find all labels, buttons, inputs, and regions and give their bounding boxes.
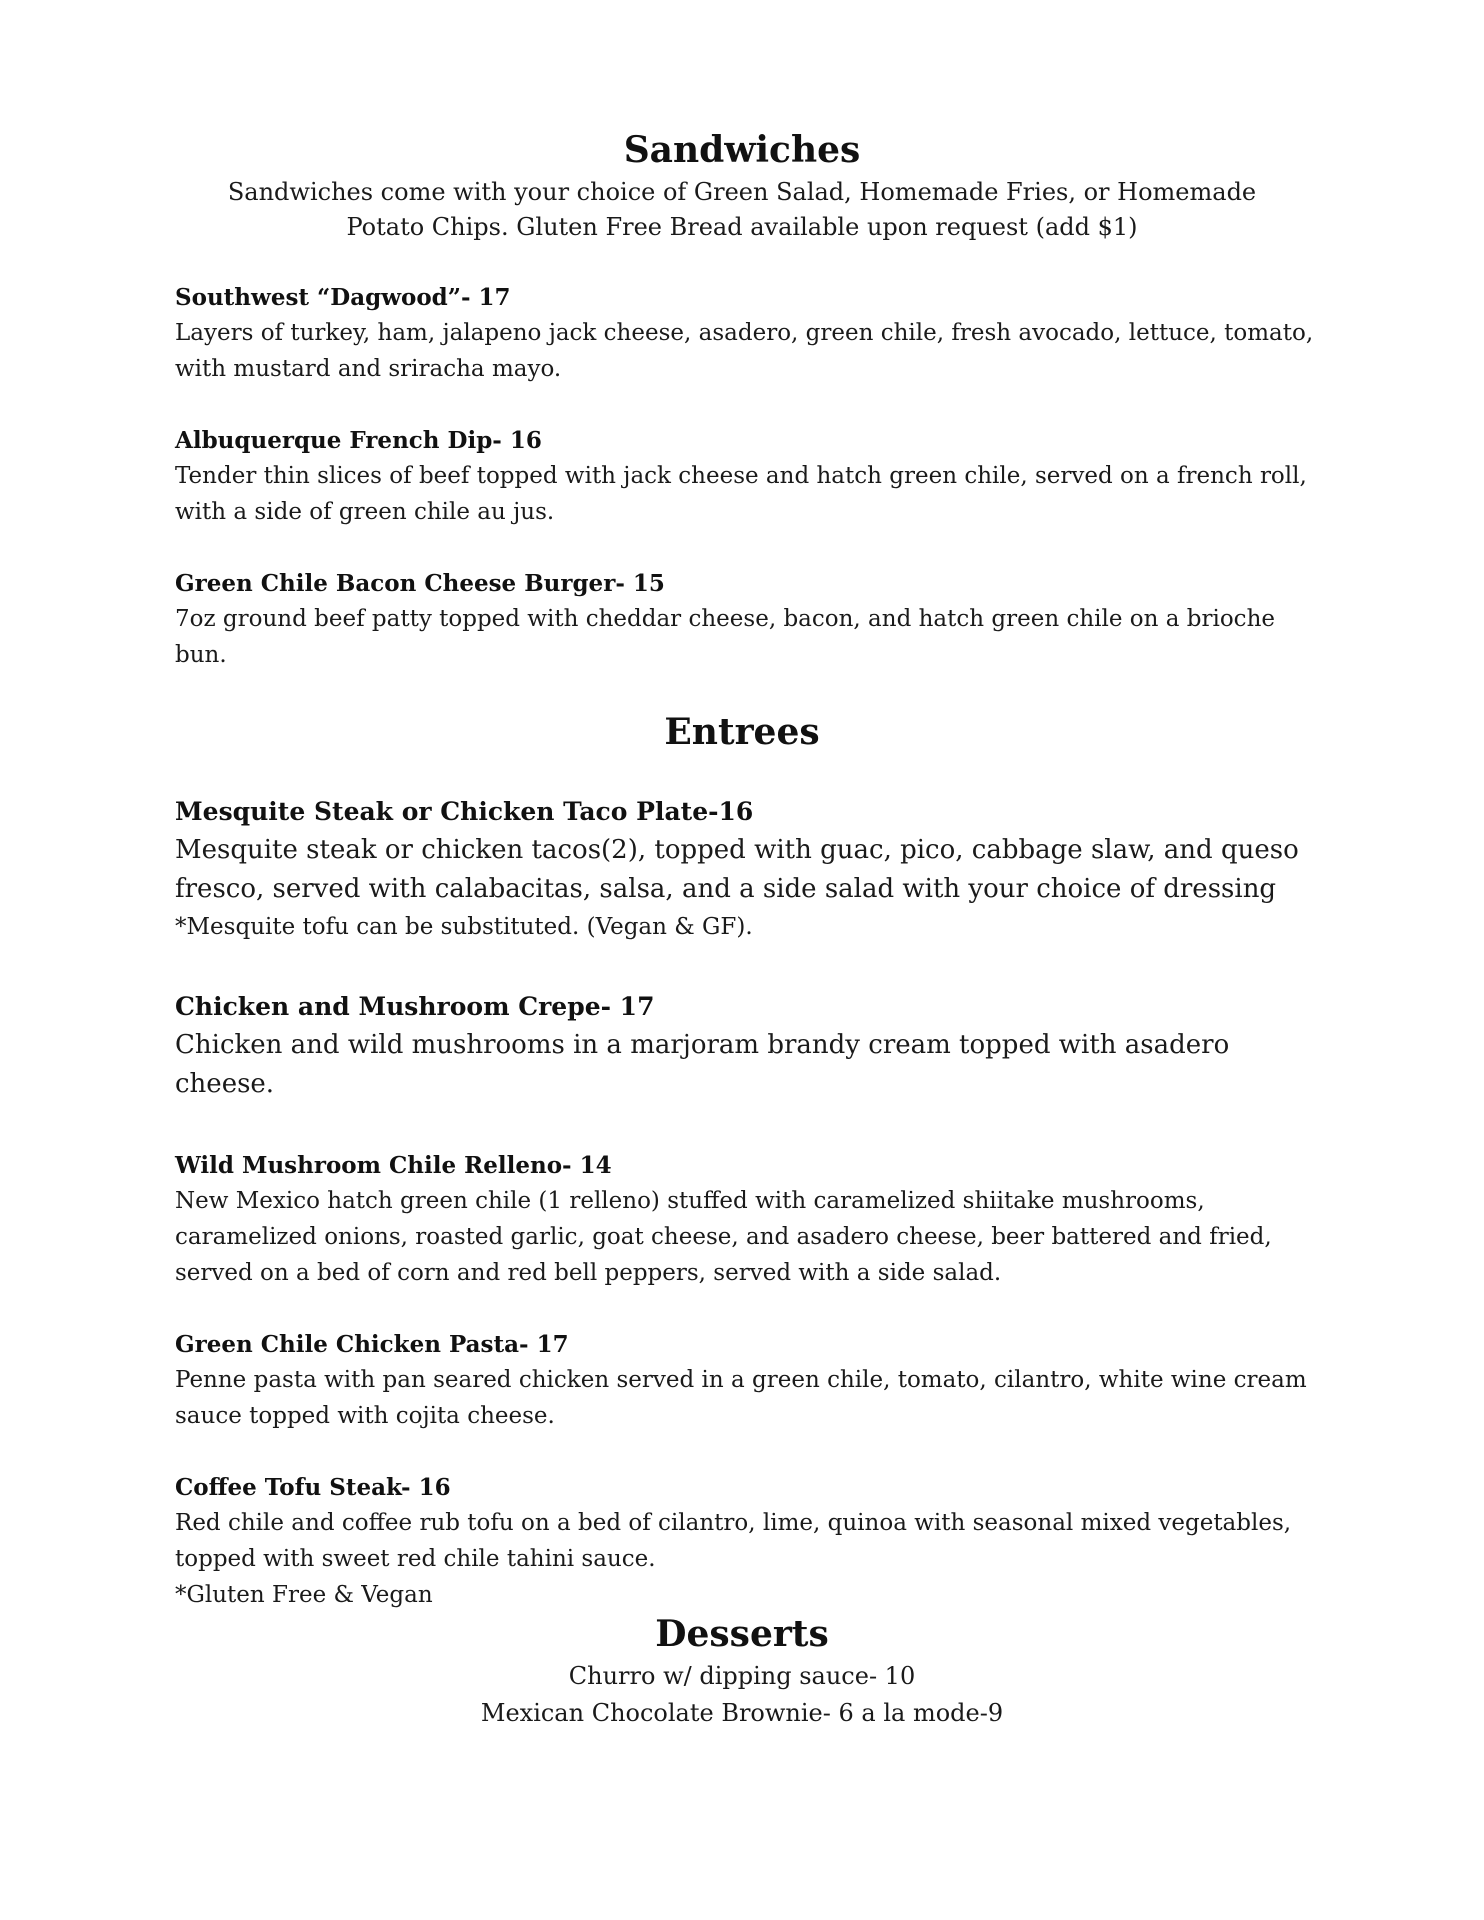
item-name: Coffee Tofu Steak- 16	[175, 1474, 451, 1501]
item-name: Mesquite Steak or Chicken Taco Plate-16	[175, 797, 754, 826]
dessert-item-churro: Churro w/ dipping sauce- 10	[568, 1662, 916, 1690]
entrees-heading: Entrees	[664, 711, 820, 753]
menu-item-chicken-mushroom-crepe	[175, 988, 1325, 1104]
menu-item-coffee-tofu-steak	[175, 1470, 1325, 1613]
item-description: New Mexico hatch green chile (1 relleno) stuffed with caramelized shiitake mushrooms, caramelized onions, roasted garlic, goat cheese, and asadero cheese, beer battered and fried, served on a bed of corn and red bell peppers, served with a side salad.	[175, 1188, 1272, 1286]
item-name: Green Chile Chicken Pasta- 17	[175, 1331, 569, 1358]
menu-item-green-chile-burger	[175, 566, 1325, 673]
desserts-heading: Desserts	[655, 1613, 829, 1655]
item-note: *Gluten Free & Vegan	[175, 1582, 433, 1608]
item-description: Layers of turkey, ham, jalapeno jack cheese, asadero, green chile, fresh avocado, lettuce, tomato, with mustard and sriracha mayo.	[175, 320, 1314, 382]
item-name: Wild Mushroom Chile Relleno- 14	[175, 1152, 612, 1179]
menu-item-green-chile-pasta	[175, 1327, 1325, 1434]
sandwiches-heading: Sandwiches	[623, 129, 861, 171]
menu-item-taco-plate	[175, 793, 1325, 945]
item-description: Penne pasta with pan seared chicken served in a green chile, tomato, cilantro, white wine cream sauce topped with cojita cheese.	[175, 1367, 1307, 1429]
item-note: *Mesquite tofu can be substituted. (Vegan & GF).	[175, 914, 753, 940]
item-description: 7oz ground beef patty topped with cheddar cheese, bacon, and hatch green chile on a brioche bun.	[175, 606, 1275, 668]
dessert-item-brownie: Mexican Chocolate Brownie- 6 a la mode-9	[480, 1699, 1004, 1727]
item-description: Mesquite steak or chicken tacos(2), topped with guac, pico, cabbage slaw, and queso fresco, served with calabacitas, salsa, and a side salad with your choice of dressing	[175, 835, 1299, 904]
menu-item-chile-relleno	[175, 1148, 1325, 1291]
item-name: Southwest “Dagwood”- 17	[175, 284, 511, 311]
item-description: Chicken and wild mushrooms in a marjoram brandy cream topped with asadero cheese.	[175, 1030, 1230, 1099]
menu-item-southwest-dagwood	[175, 280, 1325, 387]
sandwiches-note: Sandwiches come with your choice of Green Salad, Homemade Fries, or Homemade Potato Chips. Gluten Free Bread available upon request (add $1)	[227, 178, 1257, 241]
dessert-list	[0, 1658, 1484, 1732]
item-name: Chicken and Mushroom Crepe- 17	[175, 992, 655, 1021]
item-description: Red chile and coffee rub tofu on a bed of cilantro, lime, quinoa with seasonal mixed vegetables, topped with sweet red chile tahini sauce.	[175, 1510, 1292, 1572]
item-name: Green Chile Bacon Cheese Burger- 15	[175, 570, 665, 597]
item-name: Albuquerque French Dip- 16	[175, 427, 542, 454]
item-description: Tender thin slices of beef topped with jack cheese and hatch green chile, served on a french roll, with a side of green chile au jus.	[175, 463, 1307, 525]
menu-item-albuquerque-french-dip	[175, 423, 1325, 530]
